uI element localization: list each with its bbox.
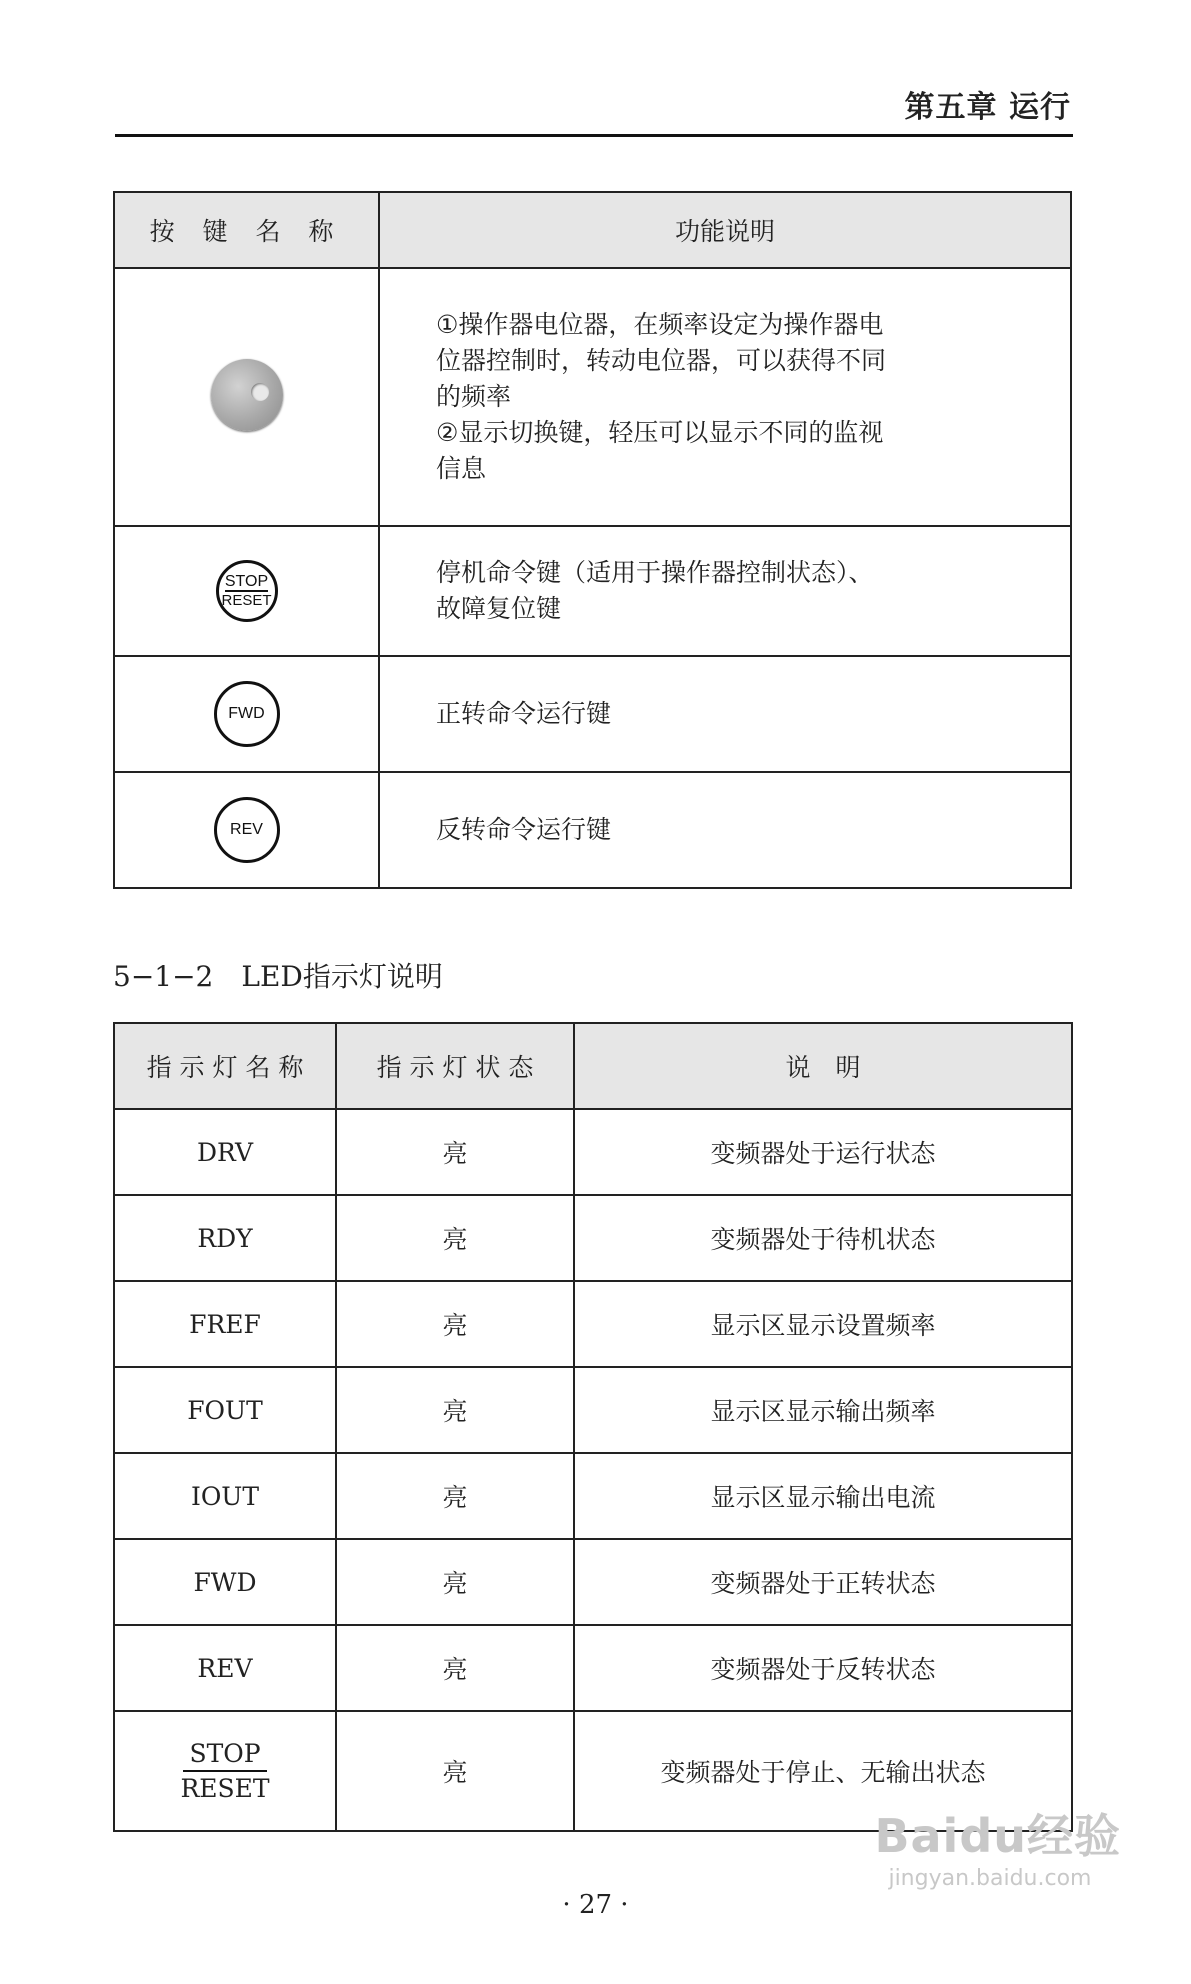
table-row bbox=[114, 1367, 1072, 1453]
led-name: IOUT bbox=[114, 1453, 336, 1539]
led-desc: 变频器处于反转状态 bbox=[574, 1625, 1072, 1711]
led-name: DRV bbox=[114, 1109, 336, 1195]
table-row bbox=[114, 1195, 1072, 1281]
led-state: 亮 bbox=[336, 1367, 574, 1453]
table-row bbox=[114, 1109, 1072, 1195]
keys-table-header bbox=[114, 192, 1071, 268]
desc-line: 位器控制时，转动电位器，可以获得不同 bbox=[436, 346, 887, 375]
key-description bbox=[379, 656, 1071, 772]
reset-label: RESET bbox=[180, 1774, 270, 1803]
stop-label: STOP bbox=[183, 1739, 266, 1772]
key-description bbox=[379, 526, 1071, 656]
led-state: 亮 bbox=[336, 1195, 574, 1281]
rev-label: REV bbox=[230, 821, 263, 838]
led-state: 亮 bbox=[336, 1281, 574, 1367]
led-state: 亮 bbox=[336, 1711, 574, 1831]
keys-table bbox=[113, 191, 1072, 889]
key-cell bbox=[114, 526, 379, 656]
key-description bbox=[379, 268, 1071, 526]
key-cell bbox=[114, 772, 379, 888]
led-desc: 变频器处于待机状态 bbox=[574, 1195, 1072, 1281]
watermark-url: jingyan.baidu.com bbox=[888, 1866, 1092, 1891]
key-cell bbox=[114, 268, 379, 526]
watermark-logo: Baidu经验 bbox=[874, 1809, 1121, 1863]
led-desc: 变频器处于正转状态 bbox=[574, 1539, 1072, 1625]
stop-label: STOP bbox=[224, 573, 269, 590]
header-key-name: 按 键 名 称 bbox=[114, 192, 379, 268]
stop-reset-key-icon bbox=[216, 560, 278, 622]
key-description bbox=[379, 772, 1071, 888]
table-row bbox=[114, 1625, 1072, 1711]
led-desc: 变频器处于运行状态 bbox=[574, 1109, 1072, 1195]
table-row bbox=[114, 268, 1071, 526]
led-state: 亮 bbox=[336, 1453, 574, 1539]
table-row bbox=[114, 1281, 1072, 1367]
stop-reset-fraction bbox=[180, 1739, 269, 1803]
knob-dot bbox=[251, 383, 269, 401]
table-row bbox=[114, 526, 1071, 656]
table-row bbox=[114, 1539, 1072, 1625]
led-desc: 变频器处于停止、无输出状态 bbox=[574, 1711, 1072, 1831]
led-desc: 显示区显示输出频率 bbox=[574, 1367, 1072, 1453]
led-name: FREF bbox=[114, 1281, 336, 1367]
table-row bbox=[114, 772, 1071, 888]
led-name: FOUT bbox=[114, 1367, 336, 1453]
led-state: 亮 bbox=[336, 1625, 574, 1711]
desc-line: 停机命令键（适用于操作器控制状态）、 bbox=[436, 558, 874, 587]
table-row bbox=[114, 656, 1071, 772]
desc-line: 故障复位键 bbox=[436, 594, 562, 623]
page-number: · 27 · bbox=[562, 1890, 629, 1920]
desc-line: 的频率 bbox=[436, 382, 512, 411]
led-name: FWD bbox=[114, 1539, 336, 1625]
led-name bbox=[114, 1711, 336, 1831]
header-led-state: 指 示 灯 状 态 bbox=[336, 1023, 574, 1109]
desc-line: ②显示切换键，轻压可以显示不同的监视 bbox=[436, 418, 884, 447]
potentiometer-knob-icon bbox=[211, 359, 283, 431]
led-table-header bbox=[114, 1023, 1072, 1109]
led-state: 亮 bbox=[336, 1539, 574, 1625]
led-desc: 显示区显示输出电流 bbox=[574, 1453, 1072, 1539]
desc-line: ①操作器电位器，在频率设定为操作器电 bbox=[436, 310, 884, 339]
desc-line: 正转命令运行键 bbox=[436, 699, 612, 728]
header-led-name: 指 示 灯 名 称 bbox=[114, 1023, 336, 1109]
led-table bbox=[113, 1022, 1073, 1832]
led-desc: 显示区显示设置频率 bbox=[574, 1281, 1072, 1367]
header-led-desc: 说 明 bbox=[574, 1023, 1072, 1109]
led-state: 亮 bbox=[336, 1109, 574, 1195]
rev-key-icon bbox=[214, 797, 280, 863]
chapter-title: 第五章 运行 bbox=[904, 90, 1071, 125]
header-divider bbox=[115, 134, 1073, 137]
led-name: REV bbox=[114, 1625, 336, 1711]
key-cell bbox=[114, 656, 379, 772]
fwd-label: FWD bbox=[228, 705, 265, 722]
section-heading: 5−1−2 LED指示灯说明 bbox=[113, 960, 443, 993]
led-name: RDY bbox=[114, 1195, 336, 1281]
watermark bbox=[874, 1800, 1121, 1891]
fwd-key-icon bbox=[214, 681, 280, 747]
desc-line: 反转命令运行键 bbox=[436, 815, 612, 844]
header-function: 功能说明 bbox=[379, 192, 1071, 268]
reset-label: RESET bbox=[221, 592, 272, 609]
table-row bbox=[114, 1453, 1072, 1539]
desc-line: 信息 bbox=[436, 454, 487, 483]
